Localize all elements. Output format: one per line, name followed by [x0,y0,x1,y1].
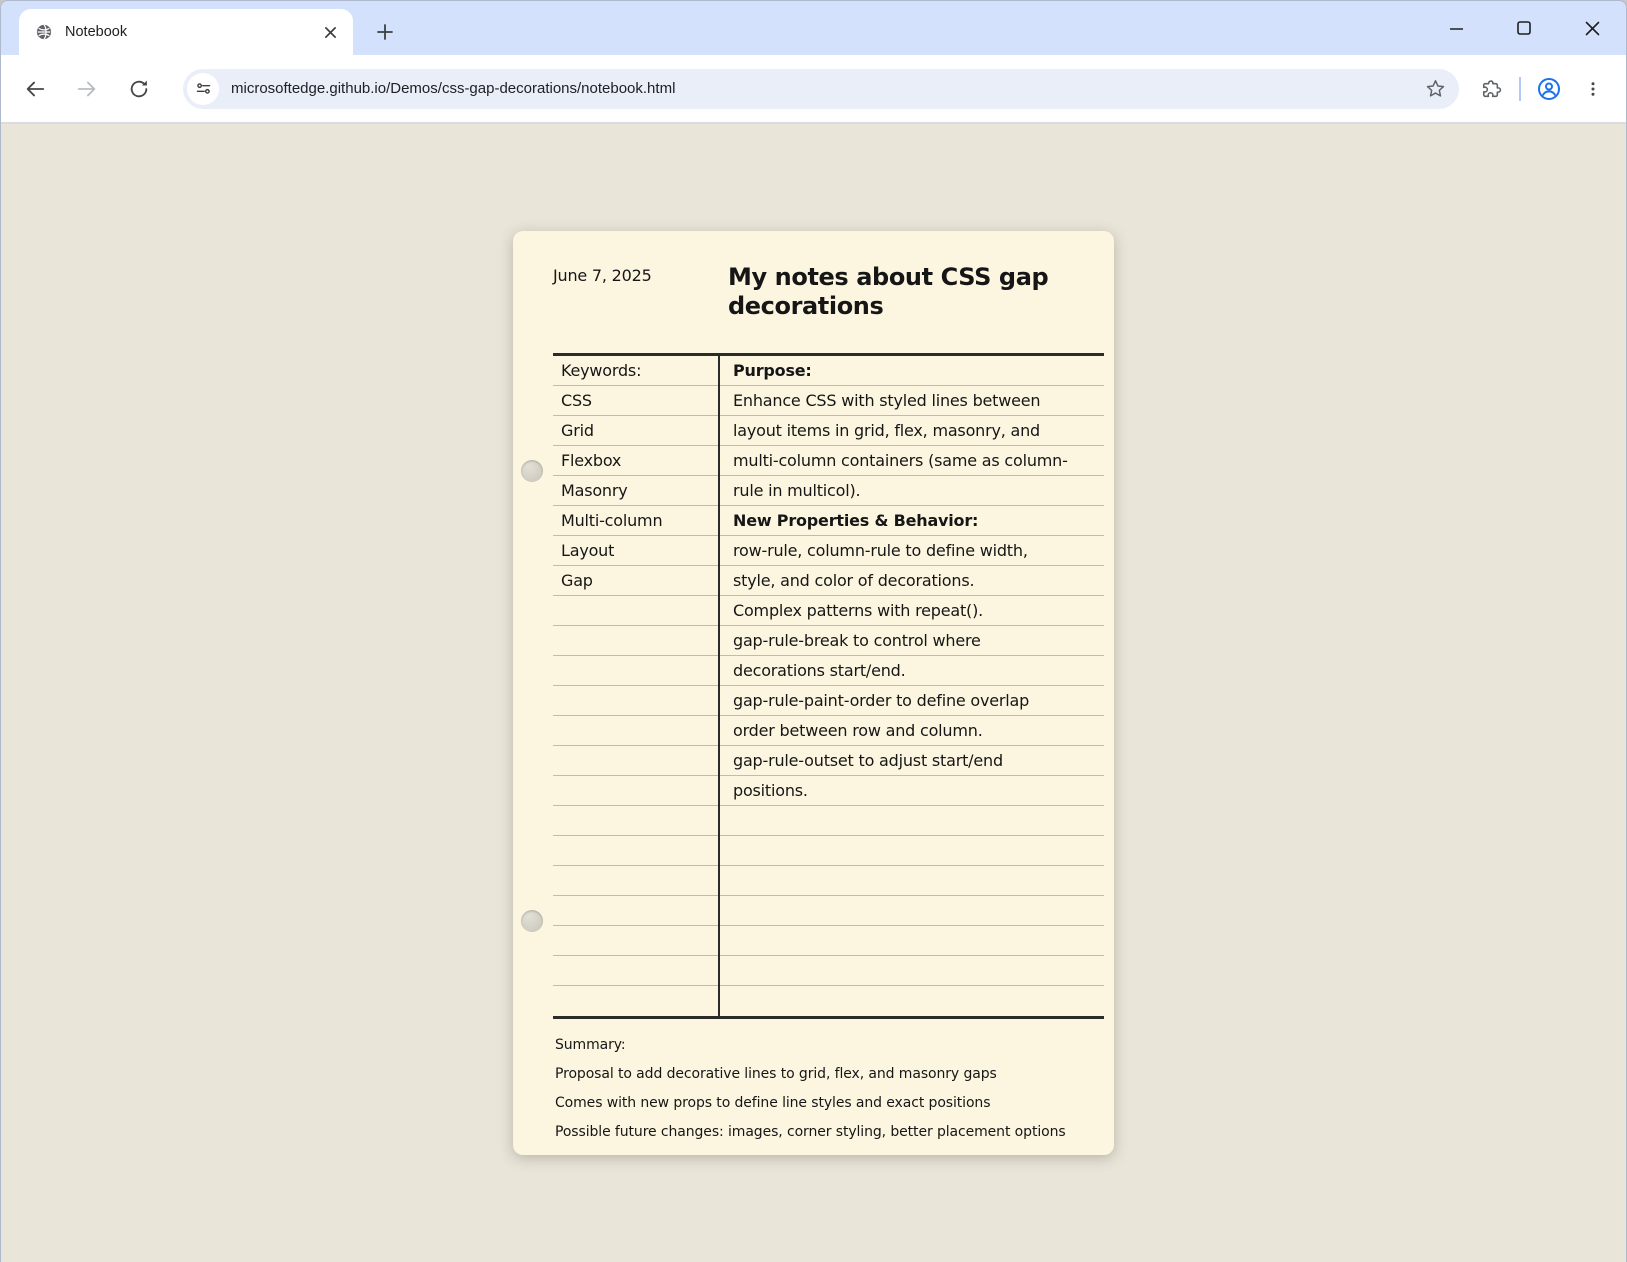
notes-table [553,353,1104,1019]
tab-close-icon[interactable] [317,19,343,45]
notes-row [720,806,1104,836]
keywords-row: CSS [553,386,718,416]
summary-line: Proposal to add decorative lines to grid, flex, and masonry gaps [555,1065,997,1082]
notes-row: multi-column containers (same as column- [720,446,1104,476]
maximize-button[interactable] [1490,1,1558,55]
bookmark-star-icon[interactable] [1419,73,1451,105]
notes-row: order between row and column. [720,716,1104,746]
keywords-column [553,356,718,1016]
notes-row: rule in multicol). [720,476,1104,506]
keywords-row [553,716,718,746]
tab-title: Notebook [65,24,128,40]
summary-label: Summary: [555,1036,626,1053]
close-button[interactable] [1558,1,1626,55]
notes-row: Complex patterns with repeat(). [720,596,1104,626]
keywords-row: Multi-column [553,506,718,536]
page-content [1,124,1626,1261]
note-header [553,263,1104,321]
keywords-row [553,626,718,656]
keywords-row: Layout [553,536,718,566]
summary-line: Possible future changes: images, corner styling, better placement options [555,1123,1066,1140]
globe-favicon-icon [35,23,53,41]
keywords-row: Grid [553,416,718,446]
reload-icon[interactable] [119,69,159,109]
new-tab-button[interactable] [369,16,401,48]
notes-column [718,356,1104,1016]
summary-line: Comes with new props to define line styles and exact positions [555,1094,991,1111]
notes-row [720,956,1104,986]
keywords-row [553,986,718,1016]
keywords-row: Gap [553,566,718,596]
hole-punch [521,460,543,482]
notes-row: decorations start/end. [720,656,1104,686]
keywords-row: Flexbox [553,446,718,476]
keywords-row [553,836,718,866]
keywords-row [553,896,718,926]
extensions-icon[interactable] [1473,71,1509,107]
tab-notebook[interactable] [19,9,353,55]
notes-row: New Properties & Behavior: [720,506,1104,536]
window-controls [1422,1,1626,55]
keywords-row: Masonry [553,476,718,506]
keywords-row [553,656,718,686]
browser-toolbar [1,55,1626,124]
profile-avatar-icon[interactable] [1531,71,1567,107]
toolbar-right [1473,71,1611,107]
notebook-card [513,231,1114,1155]
minimize-button[interactable] [1422,1,1490,55]
notes-row: positions. [720,776,1104,806]
notes-row [720,926,1104,956]
summary-section [553,1031,1104,1147]
notes-row: gap-rule-break to control where [720,626,1104,656]
notes-row: layout items in grid, flex, masonry, and [720,416,1104,446]
notes-row [720,896,1104,926]
page-title: My notes about CSS gap decorations [728,262,1049,320]
keywords-row [553,686,718,716]
keywords-row [553,776,718,806]
address-bar[interactable] [183,69,1459,109]
keywords-row [553,806,718,836]
keywords-row [553,596,718,626]
url-text: microsoftedge.github.io/Demos/css-gap-decorations/notebook.html [231,80,676,97]
notes-row [720,836,1104,866]
back-icon[interactable] [15,69,55,109]
note-date: June 7, 2025 [553,265,652,285]
forward-icon[interactable] [67,69,107,109]
notes-row [720,986,1104,1016]
notes-row: Purpose: [720,356,1104,386]
hole-punch [521,910,543,932]
site-settings-tune-icon[interactable] [187,73,219,105]
keywords-row [553,746,718,776]
keywords-row [553,956,718,986]
notes-row: gap-rule-paint-order to define overlap [720,686,1104,716]
menu-dots-icon[interactable] [1575,71,1611,107]
notes-row: style, and color of decorations. [720,566,1104,596]
notes-row [720,866,1104,896]
tab-strip [1,1,1626,55]
notes-row: Enhance CSS with styled lines between [720,386,1104,416]
notes-row: gap-rule-outset to adjust start/end [720,746,1104,776]
notes-row: row-rule, column-rule to define width, [720,536,1104,566]
keywords-row: Keywords: [553,356,718,386]
keywords-row [553,866,718,896]
keywords-row [553,926,718,956]
toolbar-divider [1519,77,1521,101]
